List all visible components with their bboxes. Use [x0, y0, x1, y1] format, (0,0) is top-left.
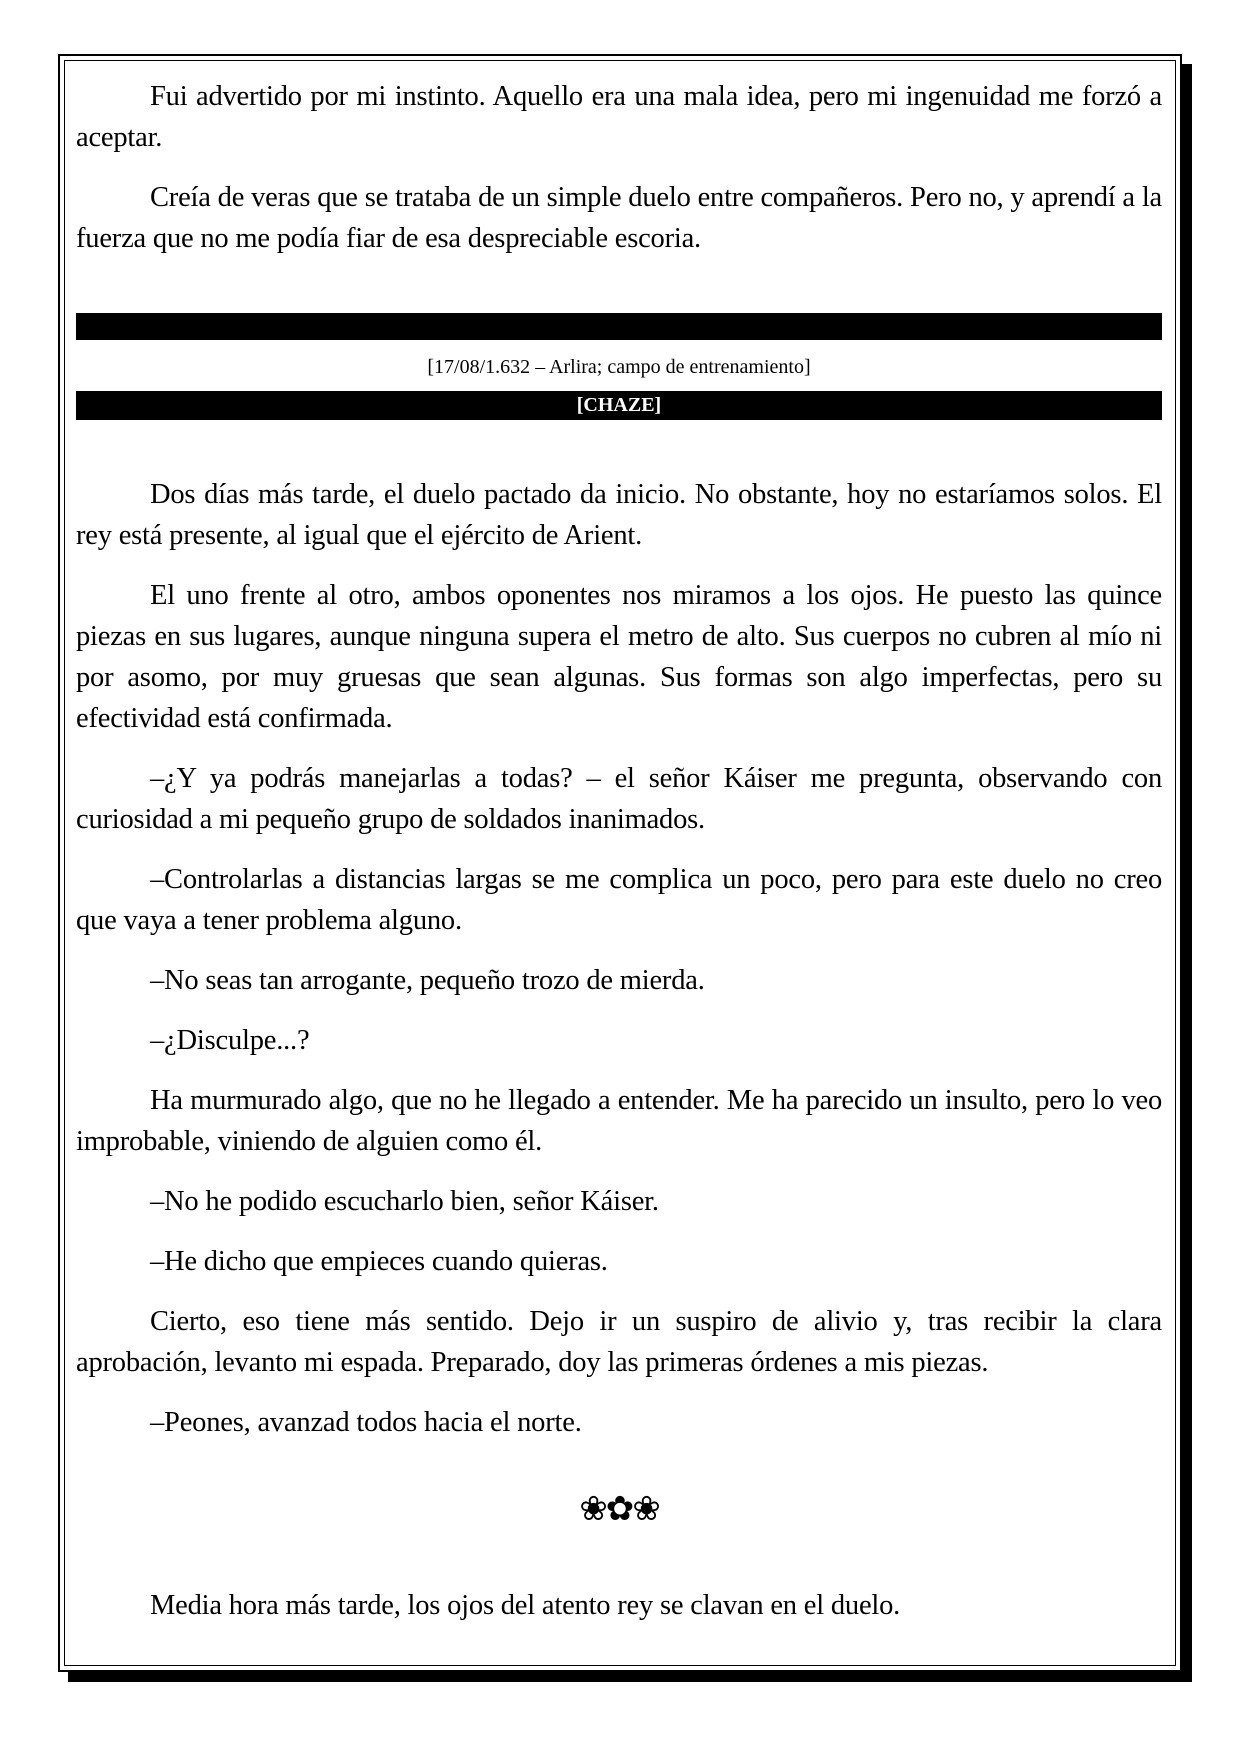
dialogue-paragraph: –No seas tan arrogante, pequeño trozo de mierda. [150, 965, 705, 996]
paragraph: Dos días más tarde, el duelo pactado da inicio. No obstante, hoy no estaríamos solos. El rey está presente, al igual que el ejército de Arient. [76, 479, 1162, 551]
dialogue-paragraph: –Peones, avanzad todos hacia el norte. [150, 1407, 582, 1438]
dialogue-paragraph: –¿Y ya podrás manejarlas a todas? – el señor Káiser me pregunta, observando con curiosidad a mi pequeño grupo de soldados inanimados. [76, 763, 1162, 835]
paragraph: Ha murmurado algo, que no he llegado a entender. Me ha parecido un insulto, pero lo veo improbable, viniendo de alguien como él. [76, 1085, 1162, 1157]
dialogue-paragraph: –Controlarlas a distancias largas se me complica un poco, pero para este duelo no creo que vaya a tener problema alguno. [76, 864, 1162, 936]
paragraph: Media hora más tarde, los ojos del atento rey se clavan en el duelo. [150, 1590, 901, 1621]
page-frame [58, 54, 1182, 1672]
paragraph: Fui advertido por mi instinto. Aquello era una mala idea, pero mi ingenuidad me forzó a aceptar. [76, 81, 1162, 153]
section-break-ornament-icon: ❀✿❀ [579, 1489, 659, 1529]
dialogue-paragraph: –No he podido escucharlo bien, señor Káiser. [150, 1186, 659, 1217]
paragraph: El uno frente al otro, ambos oponentes nos miramos a los ojos. He puesto las quince piezas en sus lugares, aunque ninguna supera el metro de alto. Sus cuerpos no cubren al mío ni por asomo, por muy gruesas que sean algunas. Sus formas son algo imperfectas, pero su efectividad está confirmada. [76, 580, 1162, 734]
dialogue-paragraph: –¿Disculpe...? [150, 1025, 310, 1056]
paragraph: Cierto, eso tiene más sentido. Dejo ir un suspiro de alivio y, tras recibir la clara aprobación, levanto mi espada. Preparado, doy las primeras órdenes a mis piezas. [76, 1306, 1162, 1378]
scene-date-location: [17/08/1.632 – Arlira; campo de entrenamiento] [427, 356, 811, 378]
scene-divider-bar [76, 313, 1162, 340]
page-content [76, 76, 1162, 1645]
pov-character-bar: [CHAZE] [76, 391, 1162, 420]
dialogue-paragraph: –He dicho que empieces cuando quieras. [150, 1246, 608, 1277]
paragraph: Creía de veras que se trataba de un simple duelo entre compañeros. Pero no, y aprendí a la fuerza que no me podía fiar de esa despreciable escoria. [76, 182, 1162, 254]
